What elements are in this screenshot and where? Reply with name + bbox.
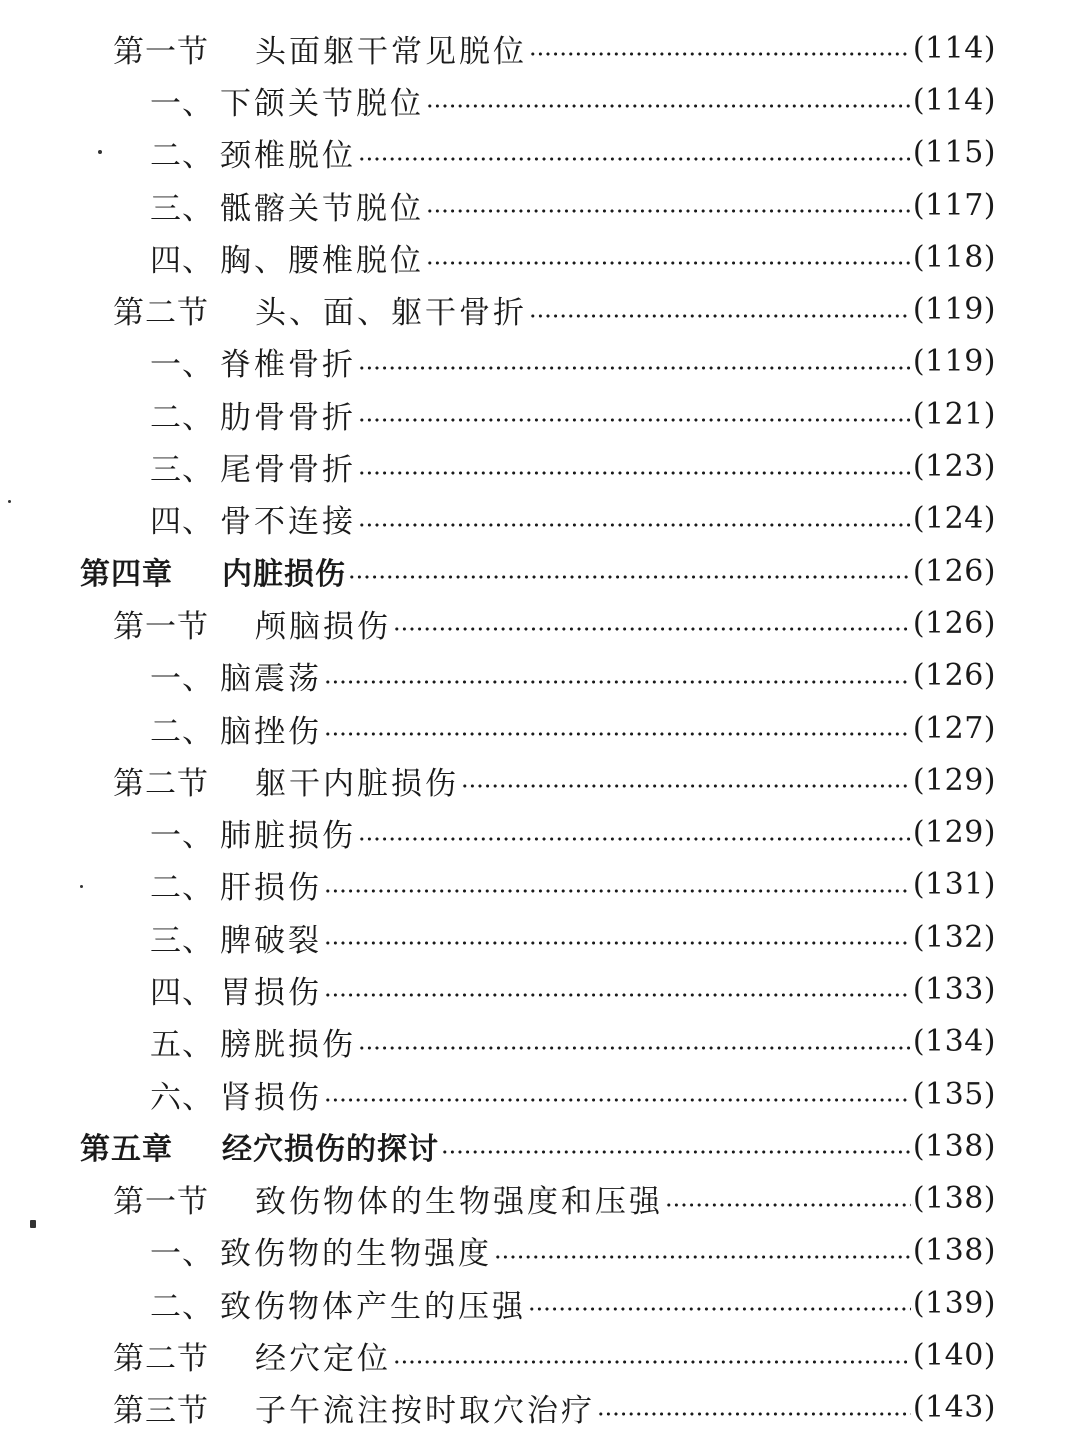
toc-entry-item <box>0 231 1080 283</box>
entry-number: 第一节 <box>113 608 209 645</box>
entry-page-number: (129) <box>912 815 996 851</box>
entry-page-number: (123) <box>912 449 996 485</box>
entry-title: 肝损伤 <box>220 870 322 907</box>
dot-leader <box>348 575 911 579</box>
entry-number: 二、 <box>150 138 214 175</box>
entry-number: 四、 <box>150 974 214 1011</box>
dot-leader <box>324 993 911 997</box>
dot-leader <box>529 314 911 318</box>
entry-title: 经穴定位 <box>255 1341 391 1378</box>
dot-leader <box>529 52 911 56</box>
dot-leader <box>441 1150 911 1154</box>
toc-entry-section <box>0 22 1080 74</box>
entry-number: 第一节 <box>113 33 209 70</box>
entry-title: 尾骨骨折 <box>220 452 356 489</box>
toc-entry-item <box>0 1016 1080 1068</box>
entry-title: 头、面、躯干骨折 <box>255 295 527 332</box>
dot-leader <box>358 837 911 841</box>
dot-leader <box>426 209 911 213</box>
print-speck <box>80 885 83 888</box>
entry-title: 颈椎脱位 <box>220 138 356 175</box>
table-of-contents <box>0 22 1080 1434</box>
dot-leader <box>324 941 911 945</box>
entry-title: 膀胱损伤 <box>220 1027 356 1064</box>
dot-leader <box>358 157 911 161</box>
entry-number: 二、 <box>150 713 214 750</box>
entry-page-number: (134) <box>912 1024 996 1060</box>
entry-number: 一、 <box>150 661 214 698</box>
entry-title: 脾破裂 <box>220 922 322 959</box>
entry-page-number: (129) <box>912 762 996 798</box>
entry-number: 一、 <box>150 818 214 855</box>
entry-page-number: (126) <box>912 658 996 694</box>
toc-entry-section <box>0 1382 1080 1434</box>
dot-leader <box>324 889 911 893</box>
entry-page-number: (135) <box>912 1076 996 1112</box>
dot-leader <box>358 523 911 527</box>
toc-entry-item <box>0 388 1080 440</box>
toc-entry-item <box>0 963 1080 1015</box>
entry-page-number: (132) <box>912 919 996 955</box>
entry-page-number: (118) <box>912 239 996 275</box>
dot-leader <box>426 261 911 265</box>
dot-leader <box>324 732 911 736</box>
entry-number: 二、 <box>150 399 214 436</box>
toc-entry-item <box>0 179 1080 231</box>
dot-leader <box>597 1412 911 1416</box>
dot-leader <box>324 1098 911 1102</box>
entry-number: 二、 <box>150 1288 214 1325</box>
entry-page-number: (119) <box>912 292 996 328</box>
entry-title: 胸、腰椎脱位 <box>220 242 424 279</box>
entry-page-number: (126) <box>912 553 996 589</box>
entry-title: 肾损伤 <box>220 1079 322 1116</box>
entry-number: 四、 <box>150 242 214 279</box>
dot-leader <box>665 1203 911 1207</box>
entry-title: 脑挫伤 <box>220 713 322 750</box>
toc-entry-item <box>0 650 1080 702</box>
dot-leader <box>358 366 911 370</box>
toc-entry-item <box>0 493 1080 545</box>
entry-title: 下颌关节脱位 <box>220 85 424 122</box>
dot-leader <box>528 1307 911 1311</box>
entry-title: 脑震荡 <box>220 661 322 698</box>
entry-number: 第一节 <box>113 1184 209 1221</box>
entry-number: 三、 <box>150 452 214 489</box>
entry-number: 一、 <box>150 1236 214 1273</box>
entry-number: 第三节 <box>113 1393 209 1430</box>
dot-leader <box>324 680 911 684</box>
toc-entry-section <box>0 597 1080 649</box>
entry-number: 一、 <box>150 347 214 384</box>
toc-entry-section <box>0 1329 1080 1381</box>
print-speck <box>8 500 11 503</box>
entry-number: 第二节 <box>113 765 209 802</box>
entry-title: 致伤物体的生物强度和压强 <box>255 1184 663 1221</box>
entry-number: 第二节 <box>113 295 209 332</box>
entry-number: 三、 <box>150 190 214 227</box>
entry-title: 致伤物的生物强度 <box>220 1236 492 1273</box>
entry-title: 躯干内脏损伤 <box>255 765 459 802</box>
toc-entry-item <box>0 1225 1080 1277</box>
entry-number: 四、 <box>150 504 214 541</box>
toc-entry-item <box>0 336 1080 388</box>
entry-number: 第四章 <box>80 557 173 593</box>
entry-number: 五、 <box>150 1027 214 1064</box>
toc-entry-chapter <box>0 545 1080 597</box>
entry-title: 内脏损伤 <box>222 557 346 593</box>
toc-entry-item <box>0 1277 1080 1329</box>
toc-entry-section <box>0 1173 1080 1225</box>
entry-page-number: (143) <box>912 1390 996 1426</box>
entry-page-number: (124) <box>912 501 996 537</box>
entry-page-number: (126) <box>912 605 996 641</box>
toc-entry-item <box>0 1068 1080 1120</box>
entry-page-number: (138) <box>912 1128 996 1164</box>
toc-entry-section <box>0 283 1080 335</box>
entry-page-number: (127) <box>912 710 996 746</box>
toc-entry-item <box>0 74 1080 126</box>
dot-leader <box>393 1360 911 1364</box>
entry-title: 肺脏损伤 <box>220 818 356 855</box>
entry-title: 胃损伤 <box>220 974 322 1011</box>
dot-leader <box>358 471 911 475</box>
entry-page-number: (119) <box>912 344 996 380</box>
entry-page-number: (139) <box>912 1285 996 1321</box>
entry-number: 六、 <box>150 1079 214 1116</box>
entry-page-number: (121) <box>912 396 996 432</box>
toc-entry-item <box>0 440 1080 492</box>
entry-page-number: (138) <box>912 1233 996 1269</box>
entry-title: 肋骨骨折 <box>220 399 356 436</box>
print-speck <box>98 150 102 154</box>
dot-leader <box>358 418 911 422</box>
dot-leader <box>426 104 911 108</box>
dot-leader <box>393 627 911 631</box>
entry-title: 骶髂关节脱位 <box>220 190 424 227</box>
dot-leader <box>358 1046 911 1050</box>
toc-entry-item <box>0 859 1080 911</box>
print-speck <box>30 1220 36 1228</box>
entry-page-number: (138) <box>912 1181 996 1217</box>
toc-entry-section <box>0 754 1080 806</box>
entry-page-number: (117) <box>912 187 996 223</box>
toc-entry-item <box>0 911 1080 963</box>
toc-entry-chapter <box>0 1120 1080 1172</box>
entry-title: 子午流注按时取穴治疗 <box>255 1393 595 1430</box>
entry-number: 三、 <box>150 922 214 959</box>
entry-title: 头面躯干常见脱位 <box>255 33 527 70</box>
toc-entry-item <box>0 127 1080 179</box>
entry-title: 脊椎骨折 <box>220 347 356 384</box>
entry-page-number: (133) <box>912 971 996 1007</box>
entry-page-number: (115) <box>912 135 996 171</box>
entry-title: 颅脑损伤 <box>255 608 391 645</box>
dot-leader <box>461 784 911 788</box>
toc-entry-item <box>0 702 1080 754</box>
entry-number: 第二节 <box>113 1341 209 1378</box>
entry-number: 第五章 <box>80 1132 173 1168</box>
entry-page-number: (131) <box>912 867 996 903</box>
entry-number: 一、 <box>150 85 214 122</box>
entry-page-number: (140) <box>912 1338 996 1374</box>
entry-page-number: (114) <box>912 30 996 66</box>
dot-leader <box>494 1255 911 1259</box>
entry-number: 二、 <box>150 870 214 907</box>
toc-entry-item <box>0 806 1080 858</box>
entry-page-number: (114) <box>912 82 996 118</box>
entry-title: 致伤物体产生的压强 <box>220 1288 526 1325</box>
entry-title: 骨不连接 <box>220 504 356 541</box>
entry-title: 经穴损伤的探讨 <box>222 1132 439 1168</box>
